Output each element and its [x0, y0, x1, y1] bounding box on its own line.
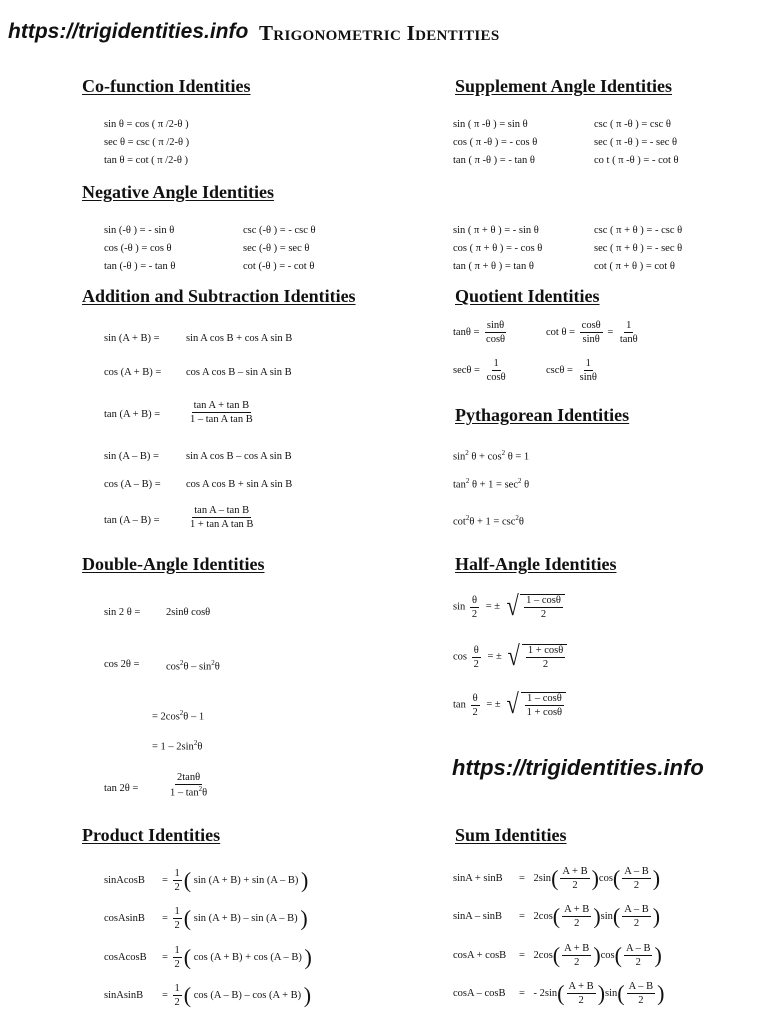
negative-left [104, 222, 175, 276]
cofunction-row: sin θ = cos ( π /2-θ ) [104, 119, 189, 130]
quotient-cot [546, 320, 642, 345]
exponent: 2 [211, 659, 215, 667]
sum-row-2: sinA – sinB = 2cos( $\frac{A + B}{2}$ )sin( $\frac{A - B}{2}$ ) [453, 903, 661, 930]
identity-row: cot (-θ ) = - cot θ [243, 261, 315, 272]
identity-row: sin (-θ ) = - sin θ [104, 225, 175, 236]
product-row-4: sinAsinB = $\frac{1}{2}$ ( cos (A – B) – cos (A + B) ) [104, 982, 312, 1009]
denominator: 1 + cosθ [526, 707, 563, 719]
numerator: A + B [562, 943, 591, 956]
quotient-tan [453, 320, 509, 345]
label: tanθ = [453, 326, 480, 338]
denominator: tanθ [619, 334, 638, 346]
pyth-r3 [453, 515, 524, 528]
page-title: Trigonometric Identities [259, 21, 500, 45]
sqrt: √ $\frac{1 + \cos\theta}{2}$ [506, 644, 567, 670]
denominator: 2 [578, 995, 584, 1007]
numerator: cosθ [580, 320, 603, 333]
denominator [168, 785, 209, 799]
coef: 2cos [533, 910, 553, 922]
numerator: 1 [173, 983, 182, 996]
term: sin [453, 451, 466, 463]
label: cot θ = [546, 326, 576, 338]
identity-row: tan ( π + θ ) = tan θ [453, 261, 534, 272]
numerator: 1 + cosθ [526, 645, 565, 658]
coef: - 2sin [533, 987, 558, 999]
heading-supplement: Supplement Angle Identities [455, 76, 673, 96]
denominator: 1 + tan A tan B [190, 519, 254, 531]
identity-row: sin ( π -θ ) = sin θ [453, 119, 528, 130]
term: θ [202, 787, 208, 799]
numerator: 2tanθ [175, 772, 202, 785]
product-row-2: cosAsinB = $\frac{1}{2}$ ( sin (A + B) – sin (A – B) ) [104, 905, 308, 932]
identity-row: csc (-θ ) = - csc θ [243, 225, 316, 236]
sum-row-1: sinA + sinB = 2sin( $\frac{A + B}{2}$ )cos( $\frac{A - B}{2}$ ) [453, 865, 661, 892]
denominator: 2 [471, 608, 478, 620]
label: secθ = [453, 364, 480, 376]
term: θ + 1 = sec [469, 479, 518, 491]
rhs: sin (A + B) – sin (A – B) [193, 912, 298, 924]
cofunction-row: tan θ = cot ( π /2-θ ) [104, 155, 188, 166]
exponent: 2 [180, 659, 184, 667]
numerator: tan A + tan B [192, 400, 252, 413]
exponent: 2 [465, 477, 470, 485]
supplement-left [453, 116, 537, 170]
coef: 2sin [533, 872, 552, 884]
quotient-sec [453, 358, 510, 383]
denominator: 2 [174, 959, 180, 971]
pyth-r1 [453, 450, 529, 463]
lhs: sinA + sinB [453, 872, 503, 884]
exponent: 2 [179, 709, 184, 717]
coef: 2cos [533, 949, 553, 961]
add-r5-left: cos (A – B) = [104, 479, 161, 490]
term: θ + cos [468, 451, 502, 463]
denominator: 2 [472, 706, 478, 718]
numerator: 1 [492, 358, 501, 371]
denominator: 2 [574, 918, 580, 930]
add-r1-right: sin A cos B + cos A sin B [186, 333, 293, 344]
term: θ [214, 661, 220, 673]
sum-row-3: cosA + cosB = 2cos( $\frac{A + B}{2}$ )cos( $\frac{A - B}{2}$ ) [453, 942, 662, 969]
add-r2-left: cos (A + B) = [104, 367, 162, 378]
lhs: sinAcosB [104, 874, 145, 886]
numerator: sinθ [485, 320, 506, 333]
denominator: 2 [572, 880, 578, 892]
identity-row: sec (-θ ) = sec θ [243, 243, 310, 254]
numerator: 1 – cosθ [525, 693, 564, 706]
numerator: A – B [622, 866, 651, 879]
numerator: A + B [567, 981, 596, 994]
exponent: 2 [198, 785, 203, 794]
identity-row: csc ( π + θ ) = - csc θ [594, 225, 683, 236]
add-r6-left: tan (A – B) = [104, 515, 160, 526]
add-r1-left: sin (A + B) = [104, 333, 160, 344]
term: tan [453, 479, 466, 491]
term: cos [166, 661, 180, 673]
fn: cos [453, 651, 467, 663]
double-r2-left: cos 2θ = [104, 659, 140, 670]
heading-quotient: Quotient Identities [455, 286, 600, 306]
numerator: A – B [624, 943, 653, 956]
exponent: 2 [501, 449, 506, 457]
add-r5-right: cos A cos B + sin A sin B [186, 479, 293, 490]
numerator: 1 [624, 320, 633, 333]
numerator: 1 [173, 945, 182, 958]
denominator: 2 [174, 920, 180, 932]
numerator: θ [472, 645, 481, 658]
half-sin [453, 591, 565, 622]
rhs: cos (A + B) + cos (A – B) [193, 951, 302, 963]
cofunction-row: sec θ = csc ( π /2-θ ) [104, 137, 190, 148]
half-tan [453, 689, 566, 720]
lhs: cosAsinB [104, 912, 145, 924]
denominator: 2 [633, 918, 640, 930]
numerator: tan A – tan B [192, 505, 251, 518]
identity-row: cos ( π + θ ) = - cos θ [453, 243, 543, 254]
add-r4-left: sin (A – B) = [104, 451, 159, 462]
double-r1-left: sin 2 θ = [104, 607, 141, 618]
denominator: 2 [540, 609, 547, 621]
plus-minus: = ± [485, 601, 501, 613]
double-r3 [152, 710, 204, 723]
lhs: sinA – sinB [453, 910, 503, 922]
add-r4-right: sin A cos B – cos A sin B [186, 451, 292, 462]
plus-minus: = ± [487, 651, 502, 663]
identity-row: co t ( π -θ ) = - cot θ [594, 155, 679, 166]
identity-row: cot ( π + θ ) = cot θ [594, 261, 675, 272]
numerator: θ [471, 693, 480, 706]
fn: cos [600, 949, 615, 961]
term: θ [518, 516, 524, 528]
rhs: sin (A + B) + sin (A – B) [193, 874, 299, 886]
pyth-r2 [453, 478, 529, 491]
add-r6-fraction [186, 505, 257, 530]
cofunction-list [104, 116, 189, 170]
exponent: 2 [193, 739, 198, 747]
term: θ [197, 741, 203, 753]
half-cos [453, 641, 567, 672]
double-r2-right [166, 660, 220, 673]
supplement-right-2 [594, 222, 682, 276]
supplement-right [594, 116, 679, 170]
denominator: 2 [638, 995, 644, 1007]
identity-row: sin ( π + θ ) = - sin θ [453, 225, 539, 236]
identity-row: sec ( π -θ ) = - sec θ [594, 137, 678, 148]
heading-pythagorean: Pythagorean Identities [455, 405, 630, 425]
heading-half: Half-Angle Identities [455, 554, 617, 574]
numerator: 1 – cosθ [524, 595, 563, 608]
identity-row: cos ( π -θ ) = - cos θ [453, 137, 538, 148]
product-row-3: cosAcosB = $\frac{1}{2}$ ( cos (A + B) + cos (A – B) ) [104, 944, 312, 971]
heading-addition: Addition and Subtraction Identities [82, 286, 356, 306]
identity-row: csc ( π -θ ) = csc θ [594, 119, 671, 130]
label: cscθ = [546, 364, 573, 376]
identity-row: sec ( π + θ ) = - sec θ [594, 243, 683, 254]
double-r1-right: 2sinθ cosθ [166, 607, 211, 618]
sqrt: √ $\frac{1 - \cos\theta}{2}$ [505, 594, 565, 620]
sum-row-4: cosA – cosB = - 2sin( $\frac{A + B}{2}$ )sin( $\frac{A - B}{2}$ ) [453, 980, 665, 1007]
identity-row: tan (-θ ) = - tan θ [104, 261, 176, 272]
numerator: 1 [584, 358, 593, 371]
exponent: 2 [465, 514, 470, 522]
fn: tan [453, 699, 466, 711]
numerator: A – B [627, 981, 656, 994]
denominator: 2 [174, 997, 180, 1009]
numerator: A + B [562, 904, 591, 917]
term: = 2cos [152, 711, 180, 723]
sqrt: √ $\frac{1 - \cos\theta}{1 + \cos\theta}$ [505, 692, 566, 718]
denominator: sinθ [582, 334, 600, 346]
exponent: 2 [517, 477, 522, 485]
denominator: 2 [635, 957, 641, 969]
rhs: cos (A – B) – cos (A + B) [193, 989, 302, 1001]
term: = 1 – 2sin [152, 741, 194, 753]
heading-cofunction: Co-function Identities [82, 76, 251, 96]
fn: sin [605, 987, 618, 999]
lhs: cosA – cosB [453, 987, 506, 999]
heading-negative: Negative Angle Identities [82, 182, 274, 202]
product-row-1: sinAcosB = $\frac{1}{2}$ ( sin (A + B) + sin (A – B) ) [104, 867, 309, 894]
lhs: cosA + cosB [453, 949, 507, 961]
fn: cos [598, 872, 613, 884]
header-url[interactable]: https://trigidentities.info [8, 20, 249, 43]
numerator: 1 [173, 906, 182, 919]
numerator: 1 [173, 868, 182, 881]
numerator: θ [470, 595, 479, 608]
double-r5-left: tan 2θ = [104, 783, 139, 794]
double-r4 [152, 740, 202, 753]
heading-sum: Sum Identities [455, 825, 567, 845]
identity-row: cos (-θ ) = cos θ [104, 243, 172, 254]
term: 1 – tan [170, 787, 199, 799]
denominator: sinθ [579, 372, 597, 384]
add-r3-fraction [186, 400, 257, 425]
lhs: cosAcosB [104, 951, 147, 963]
numerator: A – B [622, 904, 651, 917]
fn: sin [600, 910, 613, 922]
denominator: cosθ [486, 372, 506, 384]
heading-double: Double-Angle Identities [82, 554, 265, 574]
add-r2-right: cos A cos B – sin A sin B [186, 367, 292, 378]
denominator: 2 [174, 882, 180, 894]
term: θ – 1 [183, 711, 205, 723]
negative-right [243, 222, 316, 276]
denominator: 2 [542, 659, 549, 671]
denominator: 2 [633, 880, 640, 892]
add-r3-left: tan (A + B) = [104, 409, 161, 420]
term: θ = 1 [505, 451, 530, 463]
double-r5-fraction [166, 772, 211, 799]
term: θ – sin [183, 661, 212, 673]
equals: = [607, 326, 614, 338]
supplement-left-2 [453, 222, 542, 276]
denominator: 1 – tan A tan B [190, 414, 253, 426]
denominator: 2 [574, 957, 580, 969]
lhs: sinAsinB [104, 989, 144, 1001]
denominator: 2 [473, 658, 479, 670]
term: cot [453, 516, 466, 528]
quotient-csc [546, 358, 601, 383]
numerator: A + B [560, 866, 589, 879]
plus-minus: = ± [486, 699, 501, 711]
mid-url-link[interactable]: https://trigidentities.info [452, 755, 704, 780]
denominator: cosθ [486, 334, 506, 346]
heading-product: Product Identities [82, 825, 221, 845]
exponent: 2 [515, 514, 519, 522]
identity-row: tan ( π -θ ) = - tan θ [453, 155, 535, 166]
exponent: 2 [465, 449, 469, 457]
term: θ + 1 = csc [469, 516, 516, 528]
fn: sin [453, 601, 466, 613]
term: θ [521, 479, 530, 491]
